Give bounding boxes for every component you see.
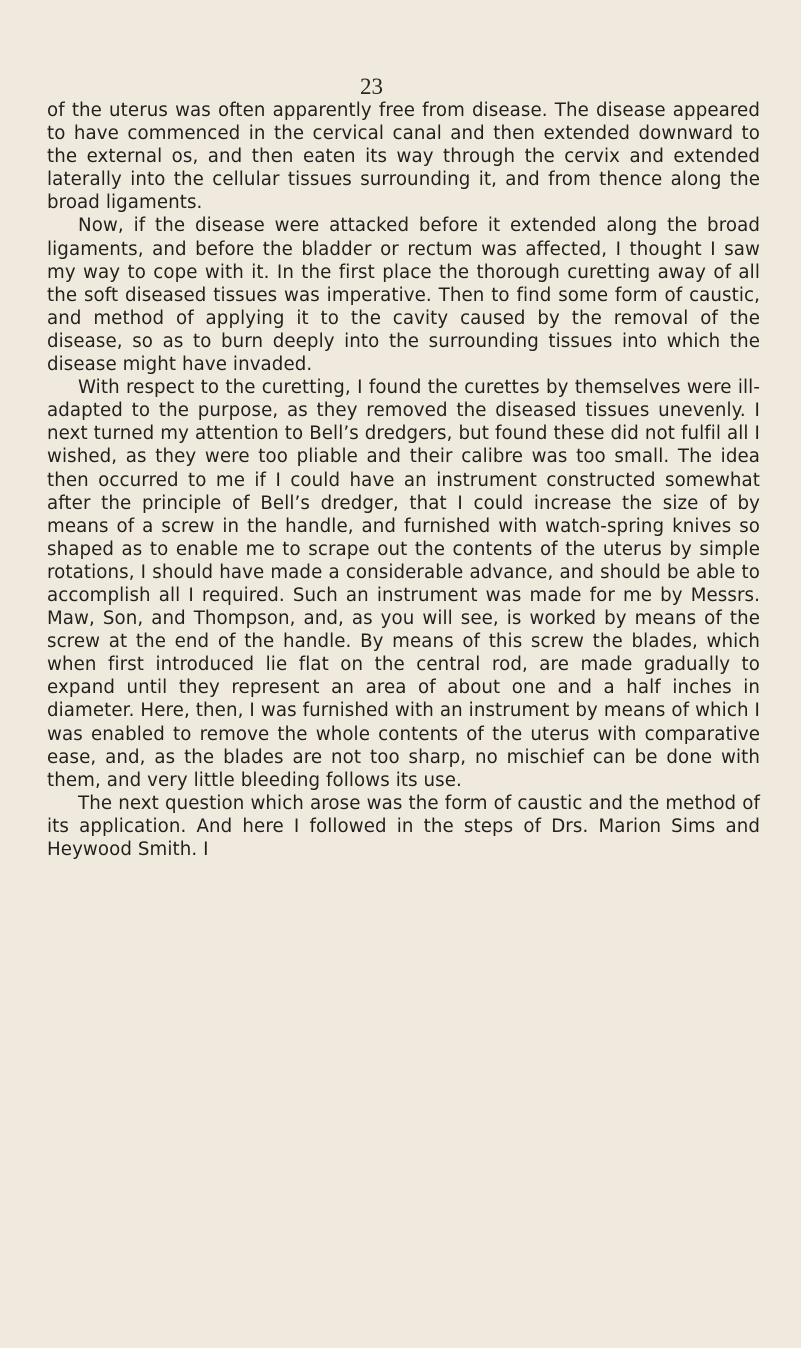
- paragraph: The next question which arose was the form of caustic and the method of its application. And here I followed in the steps of Drs. Marion Sims and Heywood Smith. I: [47, 792, 760, 860]
- body-text: [47, 99, 760, 861]
- paragraph: of the uterus was often apparently free from disease. The disease appeared to have commenced in the cervical canal and then extended downward to the external os, and then eaten its way through the cervix and extended laterally into the cellular tissues surrounding it, and from thence along the broad ligaments.: [47, 100, 760, 214]
- paragraph: With respect to the curetting, I found the curettes by themselves were ill-adapted to the purpose, as they removed the diseased tissues unevenly. I next turned my attention to Bell’s dredgers, but found these did not fulfil all I wished, as they were too pliable and their calibre was too small. The idea then occurred to me if I could have an instrument constructed somewhat after the principle of Bell’s dredger, that I could increase the size of by means of a screw in the handle, and furnished with watch-spring knives so shaped as to enable me to scrape out the contents of the uterus by simple rotations, I should have made a considerable advance, and should be able to accomplish all I required. Such an instrument was made for me by Messrs. Maw, Son, and Thompson, and, as you will see, is worked by means of the screw at the end of the handle. By means of this screw the blades, which when first introduced lie flat on the central rod, are made gradually to expand until they represent an area of about one and a half inches in diameter. Here, then, I was furnished with an instrument by means of which I was enabled to remove the whole contents of the uterus with comparative ease, and, as the blades are not too sharp, no mischief can be done with them, and very little bleeding follows its use.: [47, 377, 760, 791]
- paragraph: Now, if the disease were attacked before it extended along the broad ligaments, and before the bladder or rectum was affected, I thought I saw my way to cope with it. In the first place the thorough curetting away of all the soft diseased tissues was imperative. Then to find some form of caustic, and method of applying it to the cavity caused by the removal of the disease, so as to burn deeply into the surrounding tissues into which the disease might have invaded.: [47, 215, 760, 376]
- page-number: 23: [360, 74, 383, 99]
